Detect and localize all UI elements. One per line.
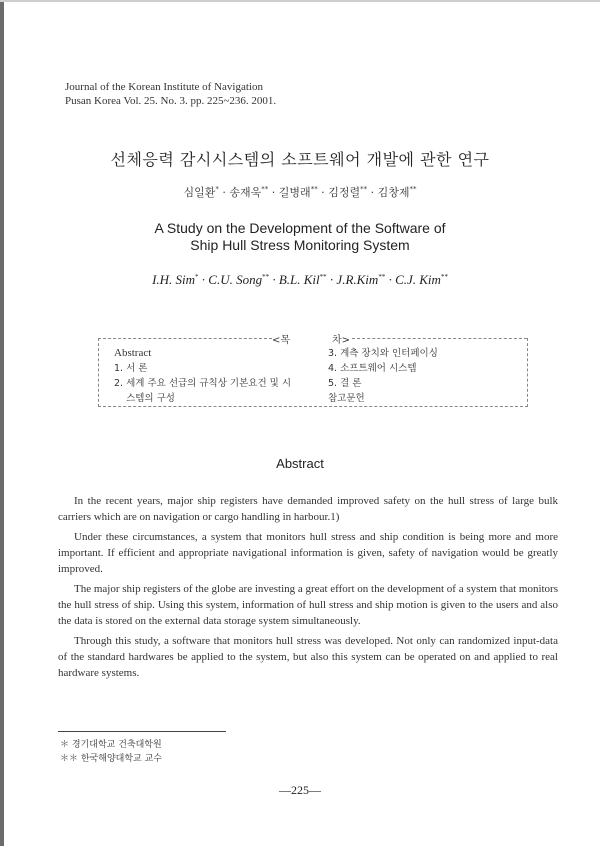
affiliation-mark: * [195, 273, 199, 281]
affiliation-mark: * [215, 185, 219, 193]
english-author-name: I.H. Sim [152, 272, 196, 287]
paper-title-korean: 선체응력 감시시스템의 소프트웨어 개발에 관한 연구 [110, 150, 490, 169]
korean-author-name: 심일환 [183, 186, 216, 199]
page-number: —225— [279, 783, 321, 797]
toc-item: 2. 세계 주요 선급의 규칙상 기본요건 및 시 [114, 378, 292, 389]
korean-author-name: 김정렬 [328, 186, 361, 199]
title-en-line2: Ship Hull Stress Monitoring System [190, 237, 410, 253]
title-en-line1: A Study on the Development of the Software of [154, 220, 446, 236]
page-edge-top [0, 0, 600, 2]
affiliation-mark: ** [319, 273, 327, 281]
author-separator: · [367, 186, 378, 199]
english-author-name: J.R.Kim [336, 272, 379, 287]
abstract-paragraph: Through this study, a software that monitors hull stress was developed. Not only can randomized input-data of the standard hardwares be applied to the system, but also this system can be operated on and applied to real hardware systems. [58, 635, 558, 679]
toc-item: 스템의 구성 [114, 393, 175, 404]
authors-english [0, 272, 600, 288]
journal-info [65, 80, 276, 108]
abstract-heading: Abstract [276, 456, 324, 471]
abstract-paragraph: The major ship registers of the globe are investing a great effort on the development of a system that monitors the hull stress of ship. Using this system, information of hull stress and ship motion is given to the users and also the data is stored on the external data storage system simultaneously. [58, 583, 558, 627]
author-separator: · [218, 186, 230, 199]
toc-item: 3. 계측 장치와 인터페이싱 [328, 348, 438, 359]
footnote-affiliation-2: ＊＊ 한국해양대학교 교수 [60, 754, 162, 764]
affiliation-mark: ** [440, 273, 448, 281]
affiliation-mark: ** [378, 273, 386, 281]
affiliation-mark: ** [409, 185, 417, 193]
toc-left-column [114, 346, 291, 406]
korean-author-name: 김창제 [377, 186, 410, 199]
abstract-body [58, 493, 558, 685]
author-separator: · [268, 186, 279, 199]
journal-volume: Pusan Korea Vol. 25. No. 3. pp. 225~236. 2001. [65, 95, 277, 107]
toc-item: 5. 결 론 [328, 378, 362, 389]
english-author-name: C.U. Song [208, 272, 263, 287]
author-separator: · [385, 272, 396, 287]
journal-name: Journal of the Korean Institute of Navigation [65, 81, 263, 93]
footnote-affiliation-1: ＊ 경기대학교 건축대학원 [60, 740, 162, 750]
abstract-paragraph: Under these circumstances, a system that monitors hull stress and ship condition is being more and more important. If efficient and appropriate navigational information is given, safety of navigation would be greatly improved. [58, 531, 558, 575]
english-author-name: B.L. Kil [278, 272, 320, 287]
toc-heading-right: 차> [332, 335, 351, 346]
toc-item: 1. 서 론 [114, 363, 148, 374]
korean-author-name: 길병래 [278, 186, 311, 199]
footnote-divider [58, 731, 226, 732]
author-separator: · [269, 272, 279, 287]
abstract-paragraph: In the recent years, major ship registers have demanded improved safety on the hull stress of large bulk carriers which are on navigation or cargo handling in harbour.1) [58, 495, 558, 523]
toc-right-column [328, 346, 438, 406]
affiliation-mark: ** [262, 273, 270, 281]
paper-title-english [0, 220, 600, 254]
author-separator: · [317, 186, 329, 199]
korean-author-name: 송재욱 [229, 186, 262, 199]
page-edge [0, 0, 4, 846]
toc-item: 참고문헌 [328, 393, 365, 404]
affiliation-mark: ** [360, 185, 368, 193]
affiliation-mark: ** [261, 185, 269, 193]
footnotes [60, 738, 162, 766]
author-separator: · [198, 272, 209, 287]
affiliation-mark: ** [310, 185, 318, 193]
toc-heading-left: <목 [272, 335, 291, 346]
authors-korean [0, 184, 600, 200]
toc-item: Abstract [114, 347, 152, 359]
toc-item: 4. 소프트웨어 시스템 [328, 363, 417, 374]
author-separator: · [326, 272, 337, 287]
english-author-name: C.J. Kim [395, 272, 441, 287]
